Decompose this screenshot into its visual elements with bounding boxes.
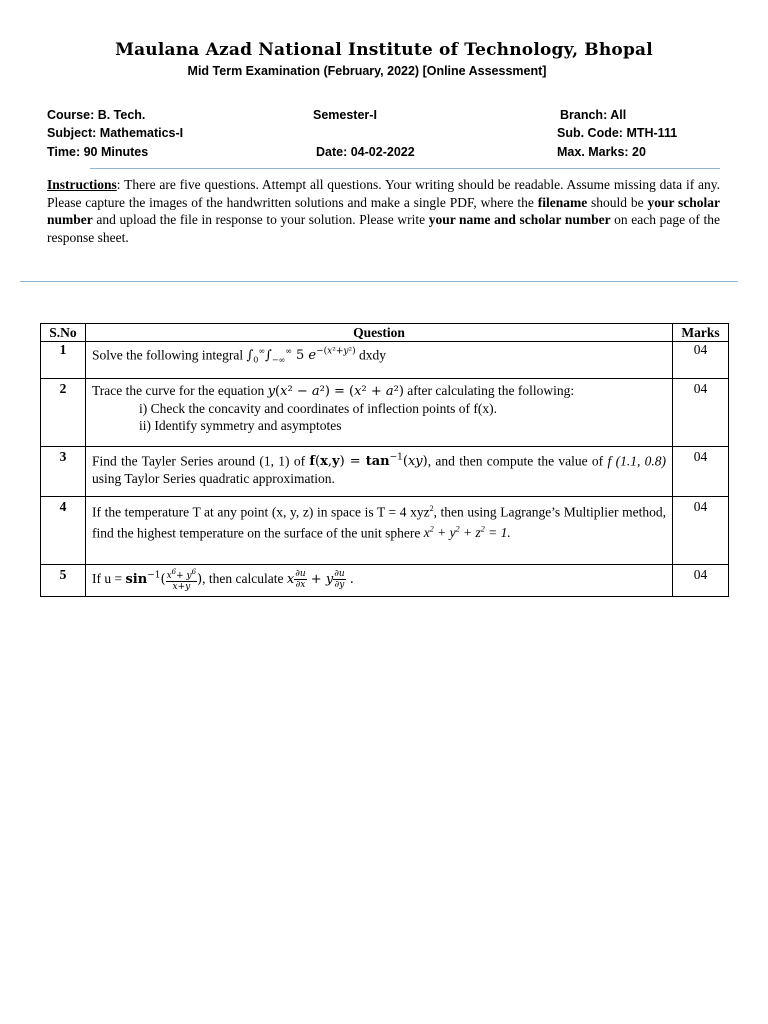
- row-question: [86, 342, 673, 379]
- q1-text: Solve the following integral: [92, 347, 247, 363]
- header-divider: [90, 168, 720, 169]
- q4-mid: , then using Lagrange’s Multiplier method, find the highest temperature on the surface of the unit sphere: [92, 504, 666, 540]
- q1-tail: dxdy: [355, 347, 386, 363]
- instructions-text-4: on each page of the response sheet.: [47, 212, 721, 245]
- table-row: [41, 447, 729, 497]
- q2-subitem-1: i) Check the concavity and coordinates of inflection points of f(x).: [139, 401, 498, 416]
- row-question: [86, 447, 673, 497]
- q5-mid: , then calculate: [202, 571, 287, 586]
- q2-tail: after calculating the following:: [403, 383, 575, 398]
- row-sno: 3: [41, 447, 86, 497]
- q3-point: f (1.1, 0.8): [607, 453, 667, 469]
- q5-text: If u =: [92, 571, 126, 586]
- row-question: [86, 379, 673, 447]
- row-marks: 04: [673, 565, 729, 597]
- sub-code-label: Sub. Code: MTH-111: [557, 126, 678, 140]
- subject-label: Subject: Mathematics-I: [47, 126, 184, 140]
- q4-text: If the temperature T at any point (x, y, z) in space is T = 4 xyz: [92, 504, 430, 520]
- instructions-text-1: : There are five questions. Attempt all questions. Your writing should be readable. Assume missing data if any. Please capture the images of the handwritten solutions and make a single PDF, where the: [47, 177, 720, 210]
- q5-expression: x $\frac{\partial u}{\partial x}$ + y $\frac{\partial u}{\partial y}$ .: [286, 569, 354, 590]
- instructions-bold-scholar: your scholar number: [47, 194, 721, 227]
- instructions-text-2: should be: [587, 194, 648, 210]
- header-sno: S.No: [41, 324, 86, 342]
- row-marks: 04: [673, 447, 729, 497]
- q1-integral: $\int_0^\infty\int_{-\infty}^\infty$ 5 $e^{-(x^2+y^2)}$: [246, 347, 356, 365]
- q3-text: Find the Tayler Series around (1, 1) of: [92, 453, 310, 469]
- max-marks-label: Max. Marks: 20: [557, 145, 646, 159]
- q2-equation-body: (x² − a²) = (x² + a²): [275, 384, 404, 399]
- table-row: [41, 342, 729, 379]
- q4-sphere: $x^2 + y^2 + z^2 = 1$.: [423, 524, 511, 540]
- row-question: [86, 565, 673, 597]
- row-sno: 2: [41, 379, 86, 447]
- q3-function: $f(x,y) = \tan^{-1}(xy)$: [309, 453, 428, 470]
- row-marks: 04: [673, 379, 729, 447]
- questions-table: [40, 323, 729, 597]
- q4-exp: 2: [429, 504, 434, 513]
- row-marks: 04: [673, 497, 729, 565]
- instructions-bold-filename: filename: [537, 194, 588, 210]
- row-question: [86, 497, 673, 565]
- header-marks: Marks: [673, 324, 729, 342]
- time-label: Time: 90 Minutes: [47, 145, 149, 159]
- table-row: [41, 497, 729, 565]
- table-header-row: [41, 324, 729, 342]
- row-sno: 1: [41, 342, 86, 379]
- instructions-paragraph: [47, 176, 720, 246]
- semester-label: Semester-I: [313, 108, 377, 122]
- q3-tail: using Taylor Series quadratic approximation.: [92, 471, 335, 487]
- instructions-label: Instructions: [47, 177, 117, 192]
- course-label: Course: B. Tech.: [47, 108, 146, 122]
- q5-function: $\sin^{-1}$( $\frac{x^6+ y^6}{x+y}$ ): [125, 568, 203, 592]
- q2-text: Trace the curve for the equation: [92, 383, 268, 398]
- instructions-bold-name: your name and scholar number: [428, 212, 611, 227]
- row-marks: 04: [673, 342, 729, 379]
- date-label: Date: 04-02-2022: [316, 145, 415, 159]
- table-row: [41, 379, 729, 447]
- branch-label: Branch: All: [560, 108, 627, 122]
- q3-mid: , and then compute the value of: [427, 453, 608, 469]
- instructions-divider: [20, 281, 738, 282]
- institute-title: Maulana Azad National Institute of Technology, Bhopal: [115, 40, 653, 60]
- row-sno: 5: [41, 565, 86, 597]
- q2-equation: y: [267, 384, 276, 399]
- table-row: [41, 565, 729, 597]
- q2-subitem-2: ii) Identify symmetry and asymptotes: [139, 418, 342, 433]
- row-sno: 4: [41, 497, 86, 565]
- exam-subtitle: Mid Term Examination (February, 2022) [Online Assessment]: [187, 64, 547, 78]
- header-question: Question: [86, 324, 673, 342]
- instructions-text-3: and upload the file in response to your solution. Please write: [92, 212, 429, 227]
